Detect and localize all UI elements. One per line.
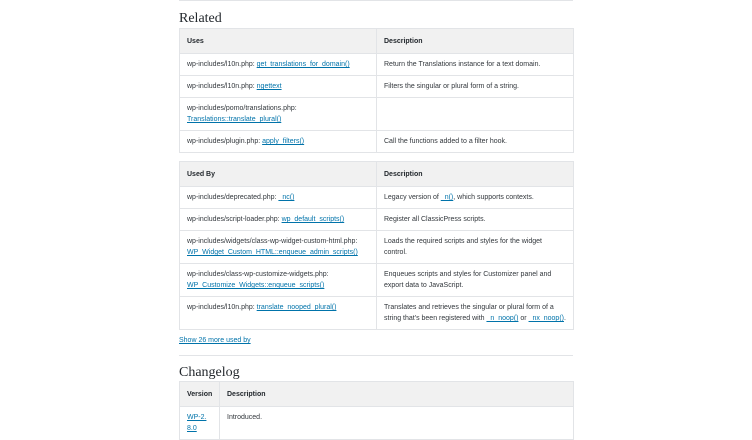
- table-row: wp-includes/class-wp-customize-widgets.php: WP_Customize_Widgets::enqueue_scripts() Enqueues scripts and styles for Customizer panel and export data to JavaScript.: [180, 264, 574, 297]
- get-translations-for-domain-link[interactable]: get_translations_for_domain(): [256, 61, 350, 68]
- table-row: wp-includes/l10n.php: translate_nooped_plural() Translates and retrieves the singular or plural form of a string that's been registered with _n_noop() or _nx_noop().: [180, 297, 574, 330]
- table-row: wp-includes/deprecated.php: _nc() Legacy version of _n(), which supports contexts.: [180, 187, 574, 209]
- description-column-header: Description: [377, 162, 574, 187]
- section-divider: [179, 355, 573, 356]
- nx-noop-link[interactable]: _nx_noop(): [528, 315, 564, 322]
- related-heading: Related: [179, 11, 222, 26]
- translate-plural-link[interactable]: Translations::translate_plural(): [187, 116, 282, 123]
- table-row: WP-2.8.0 Introduced.: [180, 407, 574, 440]
- n-link[interactable]: _n(): [440, 194, 454, 201]
- uses-column-header: Uses: [180, 29, 377, 54]
- table-row: wp-includes/l10n.php: ngettext Filters the singular or plural form of a string.: [180, 76, 574, 98]
- wp-default-scripts-link[interactable]: wp_default_scripts(): [281, 216, 345, 223]
- customize-widgets-enqueue-link[interactable]: WP_Customize_Widgets::enqueue_scripts(): [187, 282, 325, 289]
- used-by-column-header: Used By: [180, 162, 377, 187]
- table-row: wp-includes/widgets/class-wp-widget-custom-html.php: WP_Widget_Custom_HTML::enqueue_admin_scripts() Loads the required scripts and styles for the widget control.: [180, 231, 574, 264]
- table-row: wp-includes/pomo/translations.php: Translations::translate_plural(): [180, 98, 574, 131]
- changelog-heading: Changelog: [179, 365, 240, 380]
- nc-link[interactable]: _nc(): [278, 194, 295, 201]
- top-divider: [179, 0, 573, 1]
- description-column-header: Description: [377, 29, 574, 54]
- table-row: wp-includes/script-loader.php: wp_default_scripts() Register all ClassicPress scripts.: [180, 209, 574, 231]
- version-column-header: Version: [180, 382, 220, 407]
- table-row: wp-includes/plugin.php: apply_filters() Call the functions added to a filter hook.: [180, 131, 574, 153]
- translate-nooped-plural-link[interactable]: translate_nooped_plural(): [256, 304, 337, 311]
- show-more-used-by-link[interactable]: Show 26 more used by: [179, 337, 251, 344]
- used-by-table: [179, 161, 574, 330]
- changelog-table: [179, 381, 574, 440]
- n-noop-link[interactable]: _n_noop(): [486, 315, 519, 322]
- ngettext-link[interactable]: ngettext: [256, 83, 282, 90]
- description-column-header: Description: [220, 382, 574, 407]
- custom-html-enqueue-link[interactable]: WP_Widget_Custom_HTML::enqueue_admin_scripts(): [187, 249, 358, 256]
- version-link[interactable]: WP-2.8.0: [187, 414, 207, 432]
- table-row: wp-includes/l10n.php: get_translations_for_domain() Return the Translations instance for a text domain.: [180, 54, 574, 76]
- apply-filters-link[interactable]: apply_filters(): [262, 138, 305, 145]
- uses-table: [179, 28, 574, 153]
